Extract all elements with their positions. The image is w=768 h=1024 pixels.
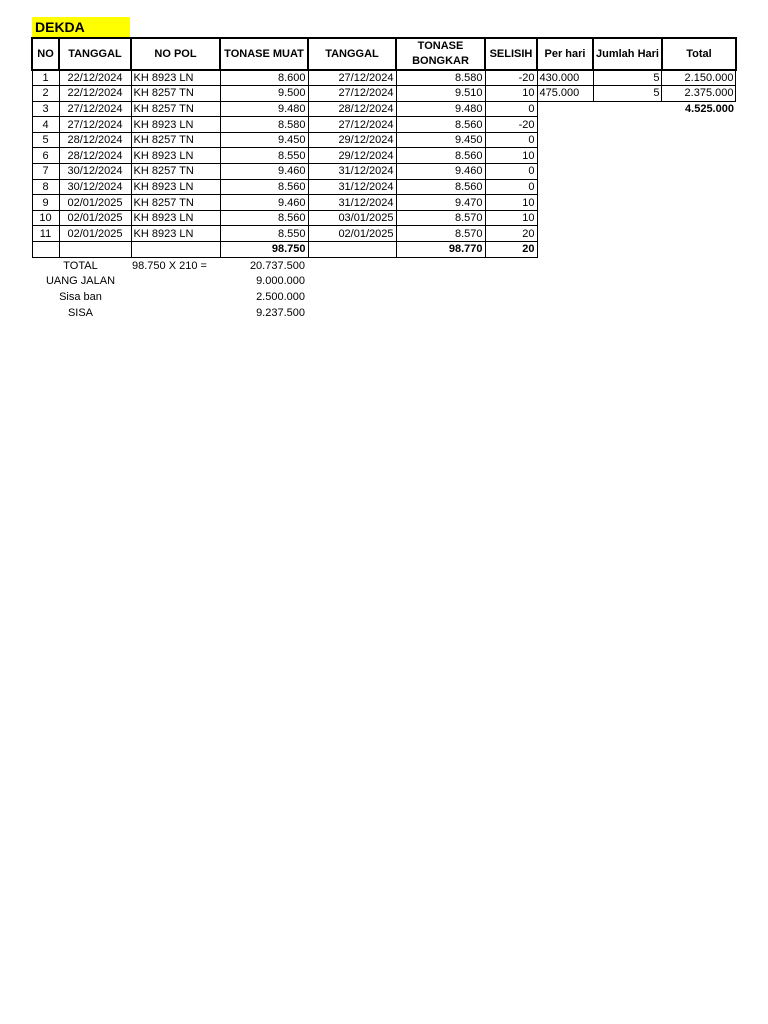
summary-formula [130,289,219,305]
summary-formula: 98.750 X 210 = [132,259,207,272]
cell-tonase-bongkar: 8.560 [396,179,485,195]
cell-no: 7 [32,164,59,180]
cell-jumlah-hari [593,195,662,211]
cell-tonase-bongkar: 9.480 [396,101,485,117]
cell-selisih: -20 [485,70,537,86]
cell-tonase-muat: 8.560 [220,179,308,195]
cell-selisih: 10 [485,86,537,102]
summary-formula [130,274,219,290]
cell-no-pol: KH 8923 LN [131,117,220,133]
cell-selisih: 10 [485,148,537,164]
cell-per-hari [537,179,593,195]
table-row [32,132,736,148]
cell-tonase-bongkar: 8.570 [396,226,485,242]
cell-per-hari [537,117,593,133]
cell-no-pol: KH 8257 TN [131,86,220,102]
cell-jumlah-hari [593,210,662,226]
cell-no: 6 [32,148,59,164]
cell-selisih: 10 [485,195,537,211]
cell-no: 11 [32,226,59,242]
cell-per-hari [537,148,593,164]
header-selisih: SELISIH [485,38,537,70]
table-row [32,195,736,211]
cell-no: 2 [32,86,59,102]
cell-tonase-bongkar: 8.560 [396,148,485,164]
cell-tanggal-muat: 22/12/2024 [59,70,131,86]
cell-tanggal-muat: 02/01/2025 [59,210,131,226]
summary-label: Sisa ban [59,290,102,303]
cell-tonase-bongkar: 9.460 [396,164,485,180]
cell-tonase-muat: 8.550 [220,148,308,164]
cell-total: 2.150.000 [662,70,736,86]
cell-tanggal-muat: 02/01/2025 [59,195,131,211]
cell-jumlah-hari [593,179,662,195]
cell-tonase-bongkar: 8.580 [396,70,485,86]
cell-tonase-bongkar: 8.570 [396,210,485,226]
header-row [32,38,736,70]
cell-no: 9 [32,195,59,211]
totals-row [32,242,736,258]
cell-tonase-muat: 8.600 [220,70,308,86]
cell-total [662,117,736,133]
cell-tonase-muat: 9.460 [220,195,308,211]
cell-no: 8 [32,179,59,195]
cell-no-pol: KH 8257 TN [131,195,220,211]
table-row [32,101,736,117]
cell-tanggal-muat: 28/12/2024 [59,132,131,148]
cell-tonase-muat: 8.550 [220,226,308,242]
cell-tanggal-bongkar: 03/01/2025 [308,210,396,226]
cell-no-pol: KH 8923 LN [131,226,220,242]
cell-no-pol: KH 8257 TN [131,101,220,117]
cell-selisih: -20 [485,117,537,133]
cell-no: 4 [32,117,59,133]
summary-label: SISA [67,306,94,319]
cell-jumlah-hari [593,148,662,164]
cell-tanggal-bongkar: 02/01/2025 [308,226,396,242]
cell-tanggal-bongkar: 29/12/2024 [308,148,396,164]
cell-tanggal-bongkar: 27/12/2024 [308,117,396,133]
cell-tanggal-bongkar: 27/12/2024 [308,70,396,86]
table-row [32,164,736,180]
table-row [32,86,736,102]
cell-total [662,179,736,195]
cell-tonase-muat: 9.500 [220,86,308,102]
table-row [32,210,736,226]
tonnage-table [31,37,737,258]
cell-tonase-muat: 8.580 [220,117,308,133]
cell-no-pol: KH 8923 LN [131,210,220,226]
header-tanggal-bongkar: TANGGAL [308,38,396,70]
header-total: Total [662,38,736,70]
summary-value: 2.500.000 [256,290,305,303]
summary-label: UANG JALAN [45,275,116,288]
header-tonase-bongkar [396,38,485,70]
header-no: NO [32,38,59,70]
cell-tanggal-bongkar: 27/12/2024 [308,86,396,102]
cell-total [662,164,736,180]
cell-per-hari [537,226,593,242]
header-tanggal-muat: TANGGAL [59,38,131,70]
cell-tonase-bongkar: 8.560 [396,117,485,133]
cell-selisih: 20 [485,226,537,242]
summary-row [31,274,307,290]
header-jumlah-hari: Jumlah Hari [593,38,662,70]
cell-per-hari: 430.000 [537,70,593,86]
cell-no-pol: KH 8257 TN [131,164,220,180]
cell-selisih: 0 [485,132,537,148]
cell-tonase-muat: 9.450 [220,132,308,148]
summary-formula [130,305,219,321]
header-tonase-muat: TONASE MUAT [220,38,308,70]
cell-jumlah-hari: 5 [593,86,662,102]
cell-tonase-muat: 9.480 [220,101,308,117]
cell-total [662,195,736,211]
cell-tanggal-bongkar: 29/12/2024 [308,132,396,148]
cell-jumlah-hari [593,164,662,180]
cell-no-pol: KH 8257 TN [131,132,220,148]
summary-table [31,258,307,320]
total-selisih: 20 [485,242,537,258]
cell-tanggal-bongkar: 28/12/2024 [308,101,396,117]
cell-tonase-bongkar: 9.510 [396,86,485,102]
cell-no: 5 [32,132,59,148]
cell-tanggal-bongkar: 31/12/2024 [308,164,396,180]
cell-jumlah-hari [593,101,662,117]
cell-no-pol: KH 8923 LN [131,70,220,86]
cell-jumlah-hari [593,226,662,242]
cell-no-pol: KH 8923 LN [131,179,220,195]
cell-tanggal-muat: 30/12/2024 [59,164,131,180]
header-tonase-bongkar-label: TONASE BONGKAR [412,40,469,67]
cell-jumlah-hari [593,132,662,148]
cell-per-hari: 475.000 [537,86,593,102]
cell-tonase-muat: 8.560 [220,210,308,226]
summary-row [31,289,307,305]
cell-no-pol: KH 8923 LN [131,148,220,164]
cell-empty [32,242,59,258]
cell-no: 10 [32,210,59,226]
cell-per-hari [537,210,593,226]
cell-per-hari [537,164,593,180]
header-per-hari: Per hari [537,38,593,70]
table-row [32,70,736,86]
cell-empty [308,242,396,258]
header-no-pol: NO POL [131,38,220,70]
cell-tonase-muat: 9.460 [220,164,308,180]
cell-tanggal-bongkar: 31/12/2024 [308,179,396,195]
summary-row [31,305,307,321]
cell-tanggal-bongkar: 31/12/2024 [308,195,396,211]
cell-total [662,210,736,226]
cell-tonase-bongkar: 9.470 [396,195,485,211]
cell-tanggal-muat: 27/12/2024 [59,101,131,117]
cell-selisih: 0 [485,179,537,195]
summary-value: 9.000.000 [256,275,305,288]
table-row [32,226,736,242]
cell-selisih: 0 [485,101,537,117]
cell-total [662,148,736,164]
cell-tonase-bongkar: 9.450 [396,132,485,148]
summary-value: 20.737.500 [249,259,305,272]
cell-jumlah-hari: 5 [593,70,662,86]
summary-label: TOTAL [63,259,98,272]
sheet-title: DEKDA [32,17,130,37]
cell-tanggal-muat: 02/01/2025 [59,226,131,242]
cell-jumlah-hari [593,117,662,133]
cell-per-hari [537,101,593,117]
table-row [32,148,736,164]
cell-tanggal-muat: 22/12/2024 [59,86,131,102]
summary-value: 9.237.500 [256,306,305,319]
summary-row [31,258,307,274]
cell-empty [59,242,131,258]
cell-tanggal-muat: 27/12/2024 [59,117,131,133]
total-tonase-bongkar: 98.770 [396,242,485,258]
cell-selisih: 10 [485,210,537,226]
total-tonase-muat: 98.750 [220,242,308,258]
cell-total: 4.525.000 [685,103,734,116]
cell-total: 2.375.000 [662,86,736,102]
cell-per-hari [537,132,593,148]
cell-no: 3 [32,101,59,117]
table-row [32,117,736,133]
table-row [32,179,736,195]
cell-per-hari [537,195,593,211]
cell-no: 1 [32,70,59,86]
cell-tanggal-muat: 28/12/2024 [59,148,131,164]
cell-empty [131,242,220,258]
cell-total [662,226,736,242]
cell-total [662,132,736,148]
cell-tanggal-muat: 30/12/2024 [59,179,131,195]
cell-selisih: 0 [485,164,537,180]
